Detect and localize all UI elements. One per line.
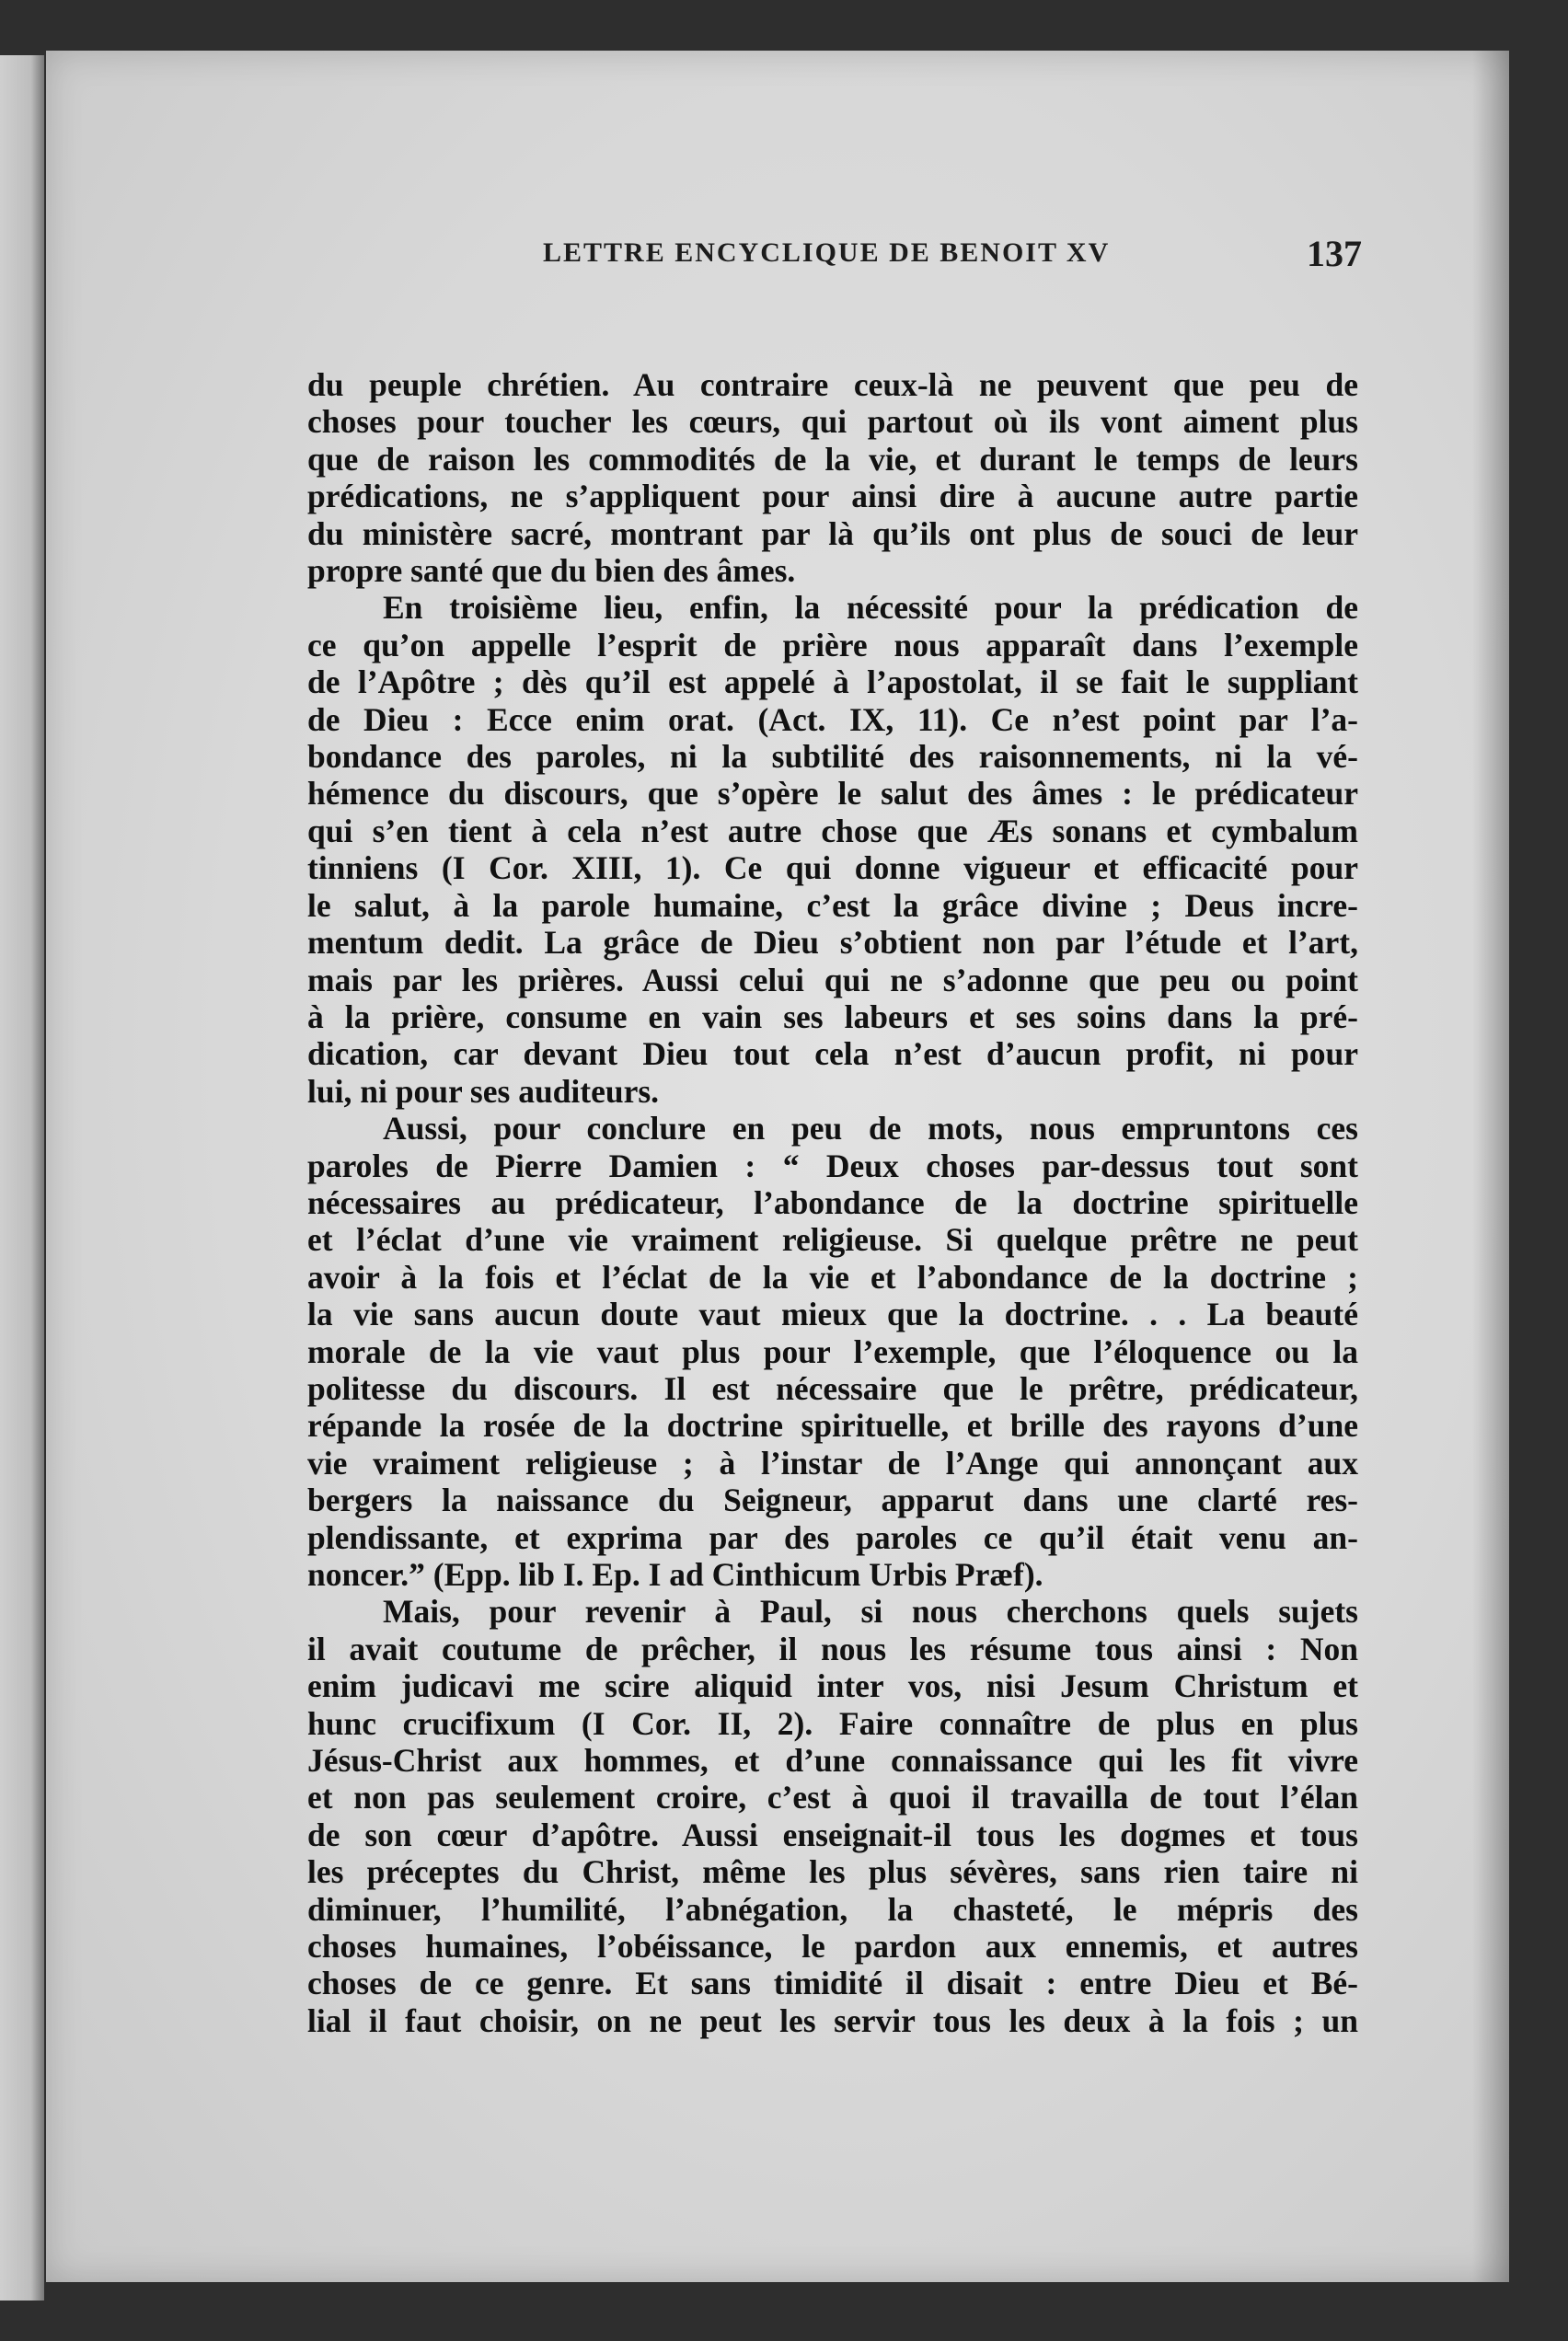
text-line: propre santé que du bien des âmes. bbox=[307, 552, 796, 590]
running-head bbox=[267, 233, 1362, 293]
text-line: diminuer, l’humilité, l’abnégation, la chasteté, le mépris des bbox=[307, 1890, 1358, 1928]
text-line: prédications, ne s’appliquent pour ainsi dire à aucune autre partie bbox=[307, 478, 1358, 515]
text-line: bondance des paroles, ni la subtilité des raisonnements, ni la vé- bbox=[307, 738, 1358, 776]
text-line: qui s’en tient à cela n’est autre chose que Æs sonans et cymbalum bbox=[307, 812, 1358, 849]
text-line: En troisième lieu, enfin, la nécessité pour la prédication de bbox=[383, 589, 1358, 627]
text-line: et non pas seulement croire, c’est à quoi il travailla de tout l’élan bbox=[307, 1779, 1358, 1816]
text-line: avoir à la fois et l’éclat de la vie et l’abondance de la doctrine ; bbox=[307, 1258, 1358, 1296]
text-line: paroles de Pierre Damien : “ Deux choses par-dessus tout sont bbox=[307, 1147, 1358, 1184]
text-line: de Dieu : Ecce enim orat. (Act. IX, 11). Ce n’est point par l’a- bbox=[307, 700, 1358, 738]
page-number: 137 bbox=[1307, 233, 1362, 274]
text-line: choses de ce genre. Et sans timidité il disait : entre Dieu et Bé- bbox=[307, 1965, 1358, 2002]
text-line: il avait coutume de prêcher, il nous les résume tous ainsi : Non bbox=[307, 1630, 1358, 1667]
text-line: enim judicavi me scire aliquid inter vos, nisi Jesum Christum et bbox=[307, 1667, 1358, 1705]
text-line: noncer.” (Epp. lib I. Ep. I ad Cinthicum Urbis Præf). bbox=[307, 1556, 1043, 1593]
text-line: du peuple chrétien. Au contraire ceux-là ne peuvent que peu de bbox=[307, 366, 1358, 403]
text-line: que de raison les commodités de la vie, et durant le temps de leurs bbox=[307, 440, 1358, 478]
body-text bbox=[307, 366, 1358, 2039]
text-line: le salut, à la parole humaine, c’est la grâce divine ; Deus incre- bbox=[307, 886, 1358, 924]
text-line: lial il faut choisir, on ne peut les servir tous les deux à la fois ; un bbox=[307, 2001, 1358, 2039]
text-line: lui, ni pour ses auditeurs. bbox=[307, 1072, 660, 1110]
text-line: de son cœur d’apôtre. Aussi enseignait-il tous les dogmes et tous bbox=[307, 1816, 1358, 1853]
text-line: répande la rosée de la doctrine spirituelle, et brille des rayons d’une bbox=[307, 1407, 1358, 1445]
facing-page-edge bbox=[0, 55, 44, 2301]
text-line: Mais, pour revenir à Paul, si nous cherchons quels sujets bbox=[383, 1593, 1358, 1631]
text-line: Jésus-Christ aux hommes, et d’une connaissance qui les fit vivre bbox=[307, 1742, 1358, 1780]
paragraph-3 bbox=[307, 1110, 1358, 1593]
text-line: morale de la vie vaut plus pour l’exemple, que l’éloquence ou la bbox=[307, 1332, 1358, 1370]
text-line: Aussi, pour conclure en peu de mots, nous empruntons ces bbox=[383, 1110, 1358, 1147]
text-line: nécessaires au prédicateur, l’abondance de la doctrine spirituelle bbox=[307, 1183, 1358, 1221]
text-line: hémence du discours, que s’opère le salut des âmes : le prédicateur bbox=[307, 775, 1358, 813]
text-line: plendissante, et exprima par des paroles ce qu’il était venu an- bbox=[307, 1518, 1358, 1556]
text-line: ce qu’on appelle l’esprit de prière nous apparaît dans l’exemple bbox=[307, 626, 1358, 663]
text-line: mais par les prières. Aussi celui qui ne s’adonne que peu ou point bbox=[307, 961, 1358, 998]
text-line: la vie sans aucun doute vaut mieux que la doctrine. . . La beauté bbox=[307, 1296, 1358, 1333]
text-line: bergers la naissance du Seigneur, apparut dans une clarté res- bbox=[307, 1482, 1358, 1519]
paragraph-2 bbox=[307, 589, 1358, 1110]
text-line: de l’Apôtre ; dès qu’il est appelé à l’apostolat, il se fait le suppliant bbox=[307, 663, 1358, 701]
text-line: choses humaines, l’obéissance, le pardon aux ennemis, et autres bbox=[307, 1928, 1358, 1966]
text-line: et l’éclat d’une vie vraiment religieuse. Si quelque prêtre ne peut bbox=[307, 1221, 1358, 1259]
text-line: choses pour toucher les cœurs, qui partout où ils vont aiment plus bbox=[307, 403, 1358, 441]
text-line: hunc crucifixum (I Cor. II, 2). Faire connaître de plus en plus bbox=[307, 1704, 1358, 1742]
text-line: du ministère sacré, montrant par là qu’ils ont plus de souci de leur bbox=[307, 514, 1358, 552]
text-line: à la prière, consume en vain ses labeurs et ses soins dans la pré- bbox=[307, 998, 1358, 1035]
page-edge-shadow bbox=[1472, 51, 1509, 2282]
text-line: vie vraiment religieuse ; à l’instar de l’Ange qui annonçant aux bbox=[307, 1444, 1358, 1482]
text-line: les préceptes du Christ, même les plus sévères, sans rien taire ni bbox=[307, 1853, 1358, 1891]
text-line: mentum dedit. La grâce de Dieu s’obtient non par l’étude et l’art, bbox=[307, 924, 1358, 962]
running-title: LETTRE ENCYCLIQUE DE BENOIT XV bbox=[543, 237, 1111, 268]
paragraph-1 bbox=[307, 366, 1358, 589]
text-line: dication, car devant Dieu tout cela n’est d’aucun profit, ni pour bbox=[307, 1035, 1358, 1073]
text-line: tinniens (I Cor. XIII, 1). Ce qui donne vigueur et efficacité pour bbox=[307, 849, 1358, 887]
text-line: politesse du discours. Il est nécessaire que le prêtre, prédicateur, bbox=[307, 1369, 1358, 1407]
paragraph-4 bbox=[307, 1593, 1358, 2039]
